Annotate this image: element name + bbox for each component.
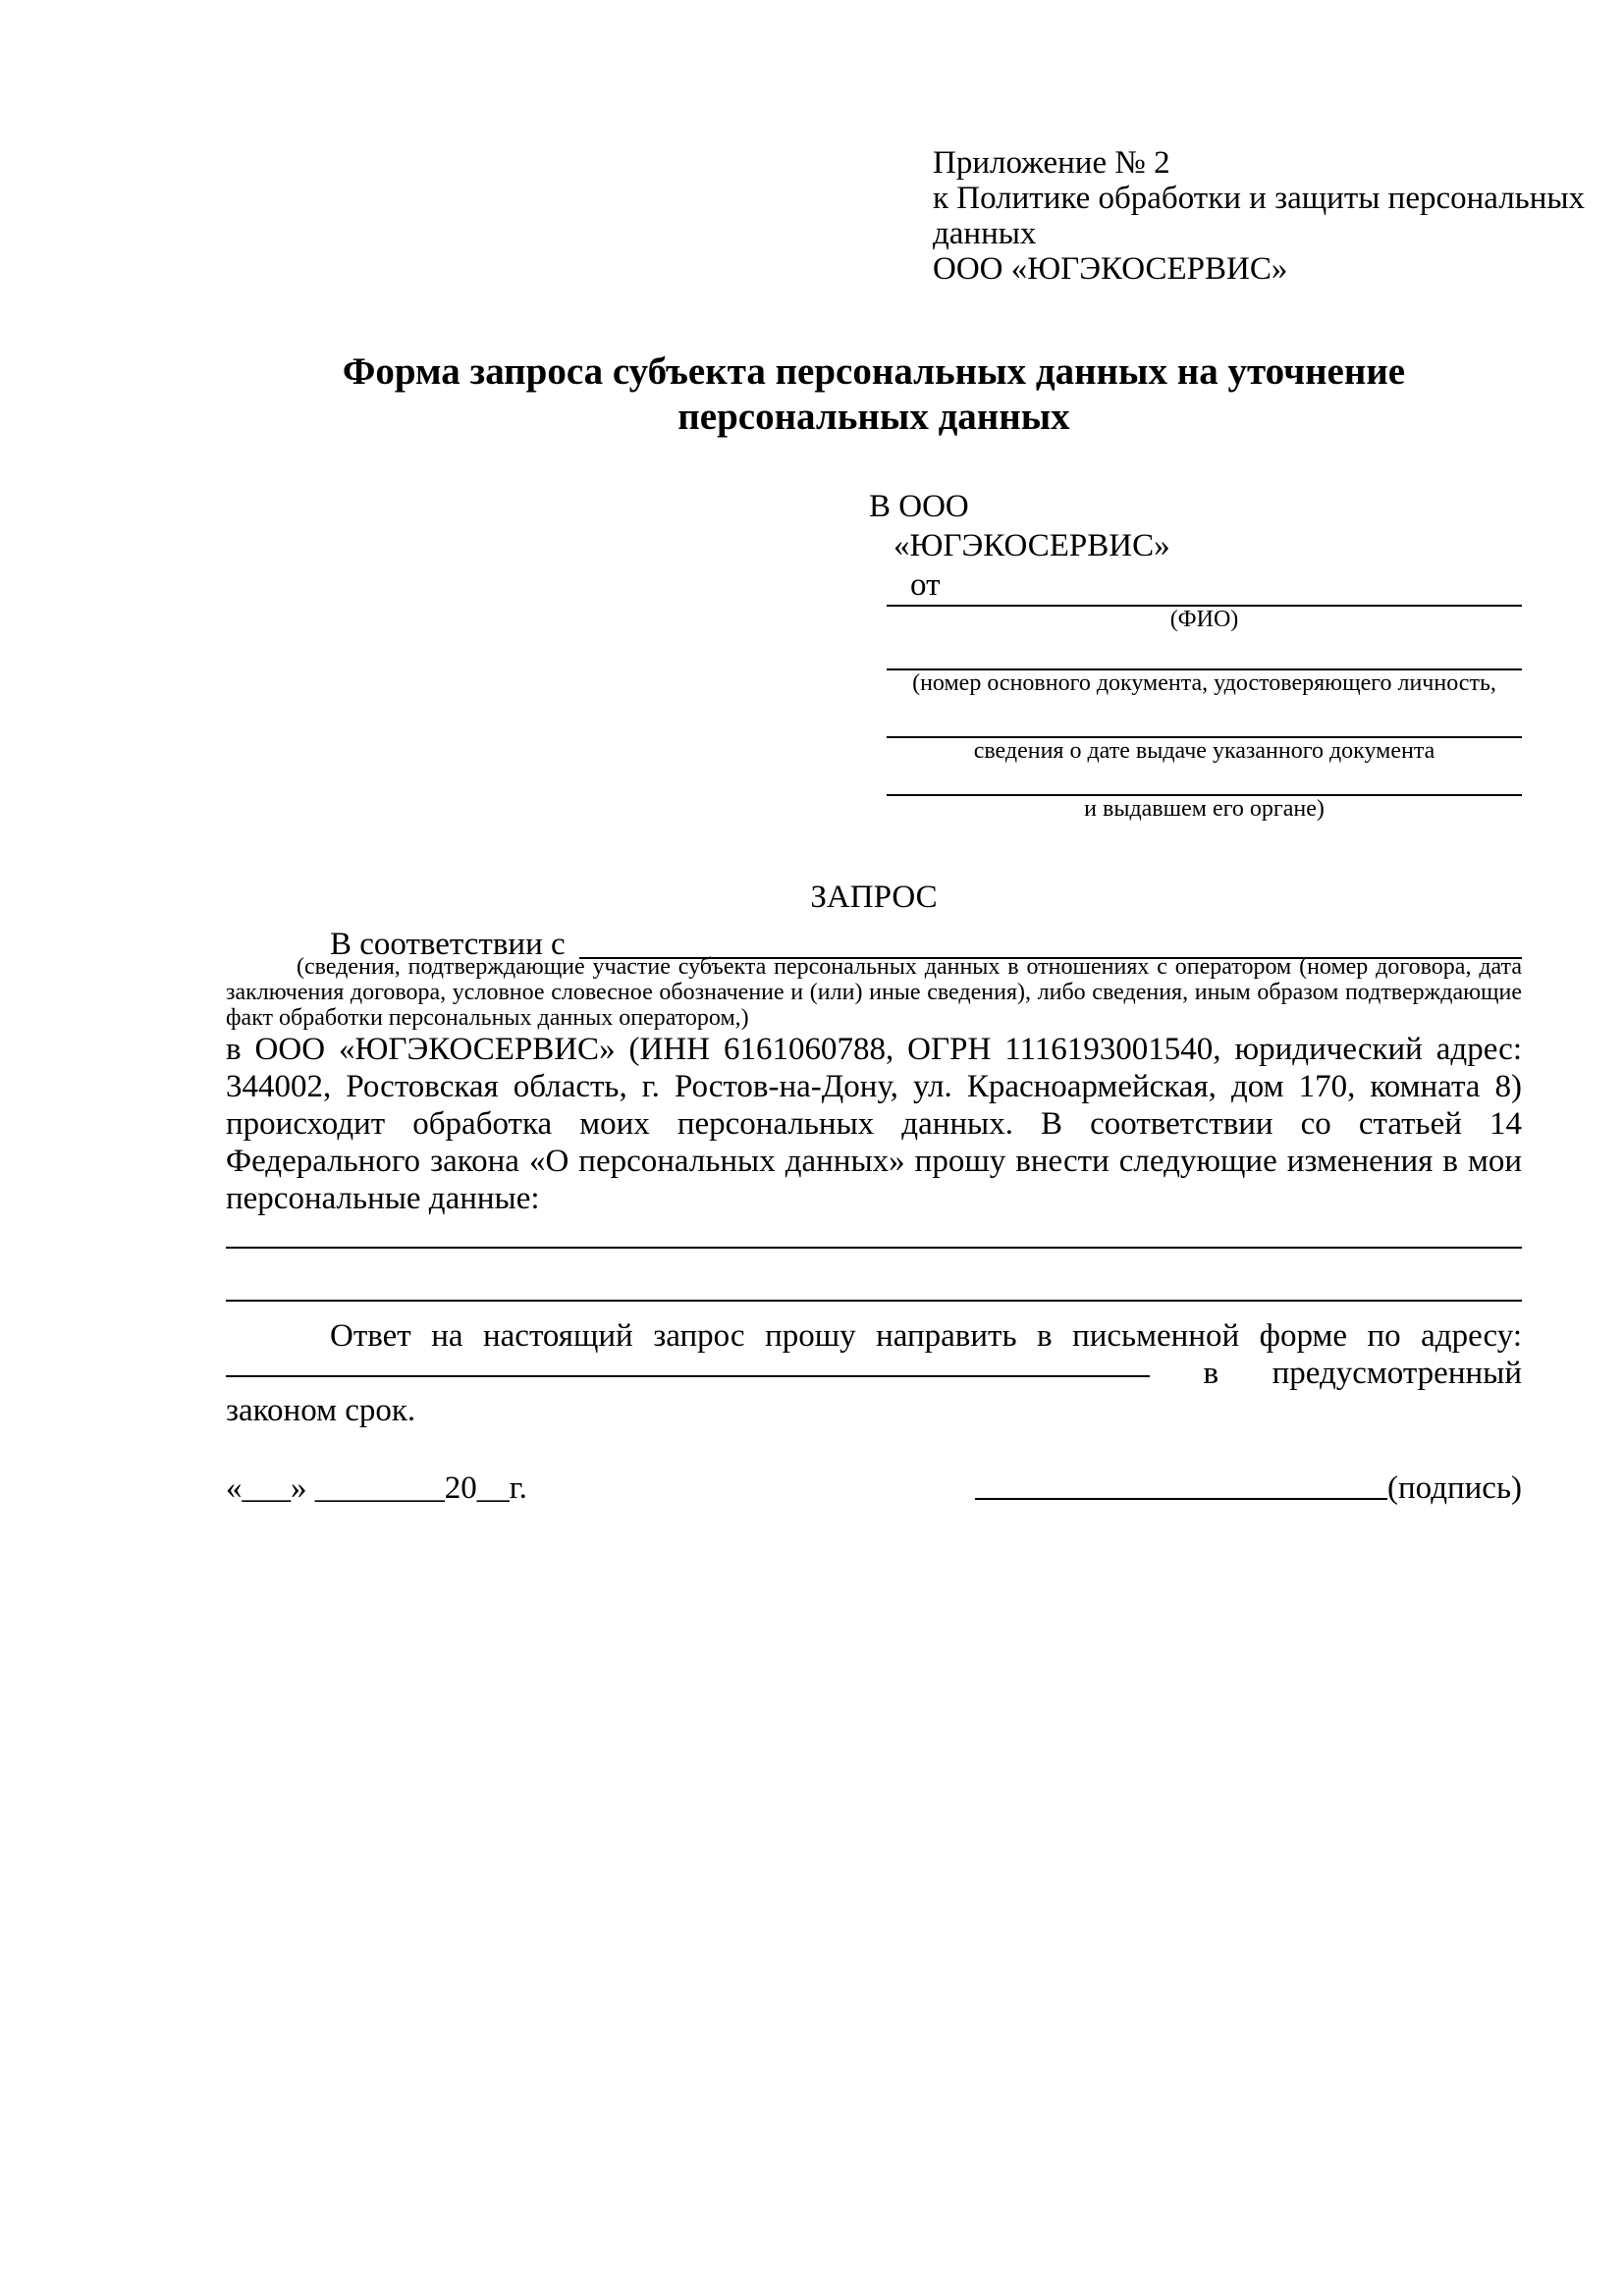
intro-prefix: В соответствии с (330, 927, 566, 962)
annex-line: к Политике обработки и защиты персональных (933, 181, 1586, 216)
issuing-authority-caption: и выдавшем его органе) (1084, 796, 1325, 822)
signature-field (975, 1468, 1522, 1508)
document-title-line: персональных данных (677, 396, 1070, 438)
signature-caption: (подпись) (1387, 1470, 1522, 1506)
intro-footnote: (сведения, подтверждающие участие субъекта персональных данных в отношениях с оператором (номер договора, дата заключения договора, условное словесное обозначение и (или) иные сведения), либо сведения, иным образом подтверждающие факт обработки персональных данных оператором,) (226, 954, 1522, 1031)
addressee-company-line: В ООО (869, 489, 969, 524)
document-title-line: Форма запроса субъекта персональных данных на уточнение (342, 350, 1406, 393)
issue-date-field (887, 736, 1522, 765)
annex-line: ООО «ЮГЭКОСЕРВИС» (933, 251, 1288, 287)
request-body-paragraph: в ООО «ЮГЭКОСЕРВИС» (ИНН 6161060788, ОГРН 1116193001540, юридический адрес: 344002, Ростовская область, г. Ростов-на-Дону, ул. Красноармейская, дом 170, комната 8) происходит обработка моих персональных данных. В соответствии со статьей 14 Федерального закона «О персональных данных» прошу внести следующие изменения в мои персональные данные: (226, 1032, 1522, 1216)
issue-date-caption: сведения о дате выдаче указанного документа (973, 738, 1435, 764)
annex-line: Приложение № 2 (933, 145, 1170, 181)
reply-paragraph-tail: законом срок. (226, 1393, 416, 1428)
changes-blank-underline (226, 1247, 1522, 1249)
addressee-block (869, 487, 1522, 823)
date-blank-text: «___» ________20__г. (226, 1470, 527, 1506)
reply-address-blank-underline (226, 1375, 1150, 1377)
document-title (226, 349, 1522, 440)
reply-address-line (226, 1355, 1522, 1392)
issuing-authority-field (887, 794, 1522, 823)
reply-paragraph-line: Ответ на настоящий запрос прошу направить в письменной форме по адресу: (330, 1318, 1522, 1354)
document-number-caption: (номер основного документа, удостоверяющего личность, (912, 670, 1496, 696)
fio-field (887, 605, 1522, 633)
changes-blank-underline (226, 1300, 1522, 1302)
request-heading: ЗАПРОС (810, 880, 938, 915)
reply-word-stipulated: предусмотренный (1272, 1356, 1522, 1391)
annex-line: данных (933, 216, 1037, 251)
reply-word-in: в (1203, 1356, 1219, 1391)
addressee-company-name: «ЮГЭКОСЕРВИС» (893, 528, 1170, 563)
addressee-from-label: от (910, 567, 941, 603)
signature-blank-underline (975, 1498, 1387, 1500)
date-signature-row (226, 1468, 1522, 1508)
annex-note (933, 145, 1586, 287)
document-number-field (887, 668, 1522, 697)
fio-caption: (ФИО) (1169, 607, 1239, 632)
